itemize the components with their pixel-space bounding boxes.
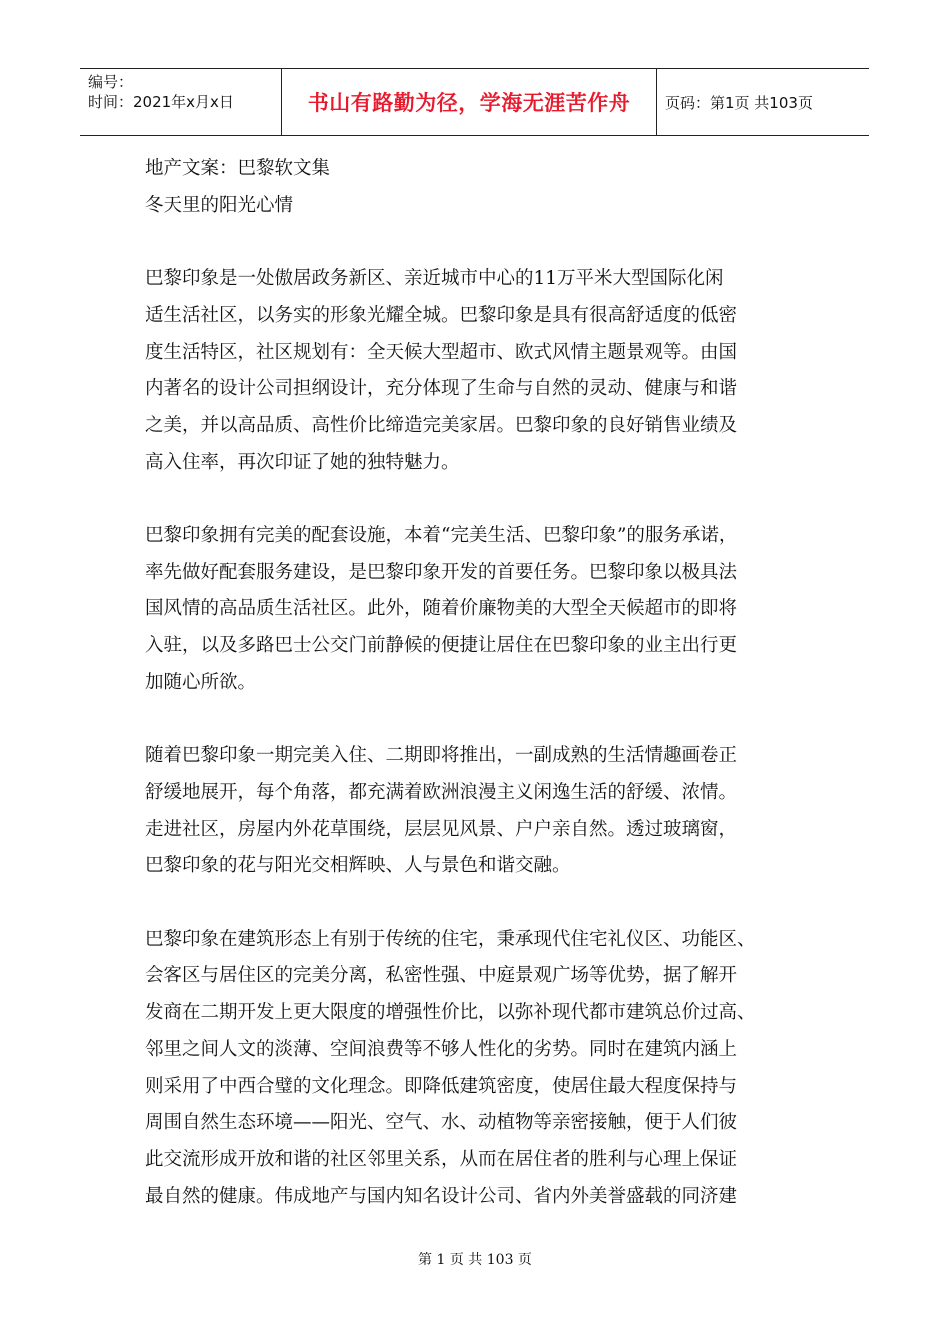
paragraph-line: 适生活社区，以务实的形象光耀全城。巴黎印象是具有很高舒适度的低密: [145, 304, 738, 326]
paragraph-line: 巴黎印象的花与阳光交相辉映、人与景色和谐交融。: [145, 855, 571, 877]
paragraph-line: 走进社区，房屋内外花草围绕，层层见风景、户户亲自然。透过玻璃窗，: [145, 818, 738, 840]
document-body: [145, 151, 821, 1215]
header-table: [80, 68, 869, 136]
paragraph-line: 舒缓地展开，每个角落，都充满着欧洲浪漫主义闲逸生活的舒缓、浓情。: [145, 781, 738, 803]
header-meta-cell: [80, 69, 282, 135]
paragraph-line: 周围自然生态环境——阳光、空气、水、动植物等亲密接触，便于人们彼: [145, 1112, 738, 1134]
paragraph-line: 度生活特区，社区规划有：全天候大型超市、欧式风情主题景观等。由国: [145, 341, 738, 363]
paragraph-line: 最自然的健康。伟成地产与国内知名设计公司、省内外美誉盛载的同济建: [145, 1185, 738, 1207]
paragraph-gap: [145, 885, 821, 922]
paragraph-line: 国风情的高品质生活社区。此外，随着价廉物美的大型全天候超市的即将: [145, 598, 738, 620]
paragraph-line: 邻里之间人文的淡薄、空间浪费等不够人性化的劣势。同时在建筑内涵上: [145, 1038, 738, 1060]
document-subtitle: 冬天里的阳光心情: [145, 194, 294, 216]
header-motto: 书山有路勤为径，学海无涯苦作舟: [282, 69, 657, 135]
paragraph-line: 之美，并以高品质、高性价比缔造完美家居。巴黎印象的良好销售业绩及: [145, 414, 738, 436]
paragraph: [145, 261, 821, 481]
paragraph-line: 此交流形成开放和谐的社区邻里关系，从而在居住者的胜利与心理上保证: [145, 1148, 738, 1170]
document-number-label: 编号：: [88, 73, 134, 91]
paragraph-line: 发商在二期开发上更大限度的增强性价比，以弥补现代都市建筑总价过高、: [145, 1002, 756, 1024]
paragraph-line: 巴黎印象在建筑形态上有别于传统的住宅，秉承现代住宅礼仪区、功能区、: [145, 928, 756, 950]
paragraph-line: 则采用了中西合璧的文化理念。即降低建筑密度，使居住最大程度保持与: [145, 1075, 738, 1097]
document-date-label: 时间：2021年x月x日: [88, 93, 234, 111]
paragraph: [145, 738, 821, 885]
document-title: 地产文案：巴黎软文集: [145, 158, 331, 179]
paragraph-line: 巴黎印象是一处傲居政务新区、亲近城市中心的11万平米大型国际化闲: [145, 268, 724, 290]
paragraph-line: 率先做好配套服务建设，是巴黎印象开发的首要任务。巴黎印象以极具法: [145, 561, 738, 583]
header-page-code: 页码：第1页 共103页: [665, 93, 813, 112]
paragraph-line: 会客区与居住区的完美分离，私密性强、中庭景观广场等优势，据了解开: [145, 965, 738, 987]
page-footer: 第 1 页 共 103 页: [418, 1252, 532, 1268]
paragraph-line: 随着巴黎印象一期完美入住、二期即将推出，一副成熟的生活情趣画卷正: [145, 745, 738, 767]
paragraph-line: 入驻，以及多路巴士公交门前静候的便捷让居住在巴黎印象的业主出行更: [145, 635, 738, 657]
paragraph: [145, 922, 821, 1216]
paragraph-line: 内著名的设计公司担纲设计，充分体现了生命与自然的灵动、健康与和谐: [145, 378, 738, 400]
paragraph: [145, 518, 821, 702]
paragraph-line: 高入住率，再次印证了她的独特魅力。: [145, 451, 460, 473]
paragraph-line: 加随心所欲。: [145, 671, 257, 693]
paragraph-gap: [145, 224, 821, 261]
paragraph-gap: [145, 702, 821, 739]
paragraph-gap: [145, 481, 821, 518]
paragraph-line: 巴黎印象拥有完美的配套设施，本着“完美生活、巴黎印象”的服务承诺，: [145, 525, 738, 546]
